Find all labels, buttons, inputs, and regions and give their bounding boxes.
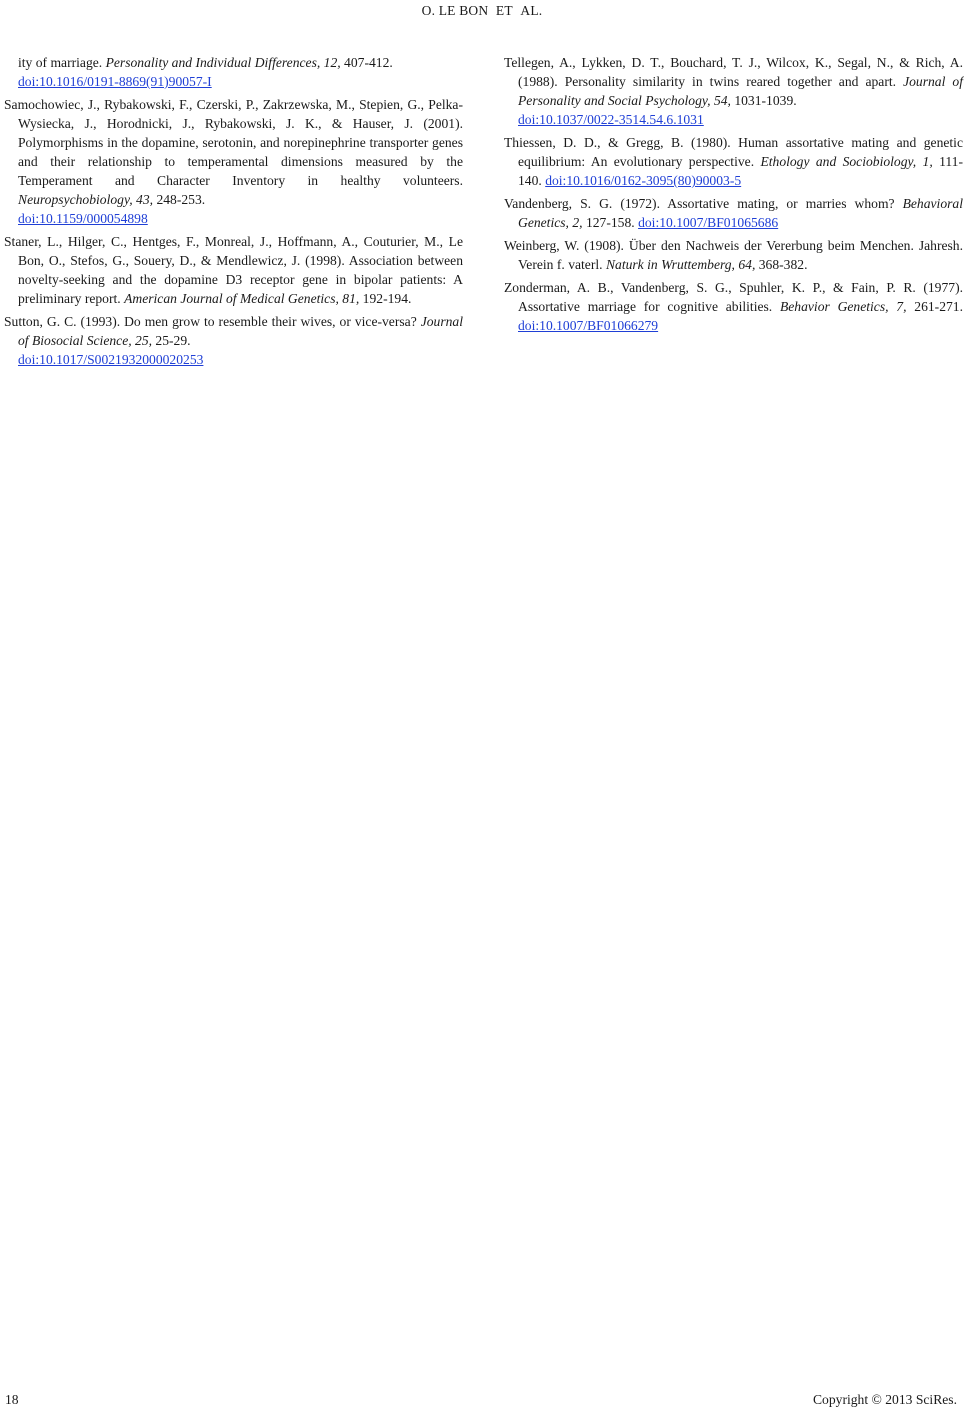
reference-text: Staner, L., Hilger, C., Hentges, F., Monreal, J., Hoffmann, A., Couturier, M., Le Bon, O., Stefos, G., Souery, D., & Mendlewicz, J. (1998). Association between novelty-seeking and the dopamine D3 receptor gene in bipolar patients: A preliminary report. (4, 234, 463, 306)
reference-pages: 248-253. (153, 192, 206, 207)
running-head-et: ET (495, 3, 513, 18)
reference-entry (504, 133, 963, 190)
reference-journal: Journal of Biosocial Science, 25, (18, 314, 463, 348)
reference-pages: 192-194. (359, 291, 412, 306)
reference-entry (504, 194, 963, 232)
reference-journal: Ethology and Sociobiology, 1, (760, 154, 933, 169)
doi-link[interactable]: doi:10.1016/0191-8869(91)90057-I (18, 74, 212, 89)
reference-entry (4, 95, 463, 228)
reference-pages: 261-271. (906, 299, 963, 314)
reference-text: Sutton, G. C. (1993). Do men grow to resemble their wives, or vice-versa? (4, 314, 421, 329)
reference-text: Thiessen, D. D., & Gregg, B. (1980). Human assortative mating and genetic equilibrium: An evolutionary perspective. (504, 135, 963, 169)
reference-text: Zonderman, A. B., Vandenberg, S. G., Spuhler, K. P., & Fain, P. R. (1977). Assortative marriage for cognitive abilities. (504, 280, 963, 314)
reference-text: Tellegen, A., Lykken, D. T., Bouchard, T. J., Wilcox, K., Segal, N., & Rich, A. (1988). Personality similarity in twins reared together and apart. (504, 55, 963, 89)
reference-entry (504, 236, 963, 274)
running-head (0, 3, 964, 19)
doi-link[interactable]: doi:10.1017/S0021932000020253 (18, 352, 204, 367)
reference-entry (504, 53, 963, 129)
references-right-column (504, 53, 963, 339)
reference-entry (4, 312, 463, 369)
reference-journal: Behavioral Genetics, 2, (518, 196, 963, 230)
doi-link[interactable]: doi:10.1159/000054898 (18, 211, 148, 226)
reference-journal: Neuropsychobiology, 43, (18, 192, 154, 207)
references-left-column (4, 53, 463, 373)
doi-link[interactable]: doi:10.1016/0162-3095(80)90003-5 (545, 173, 742, 188)
reference-entry (504, 278, 963, 335)
reference-pages: 407-412. (340, 55, 393, 70)
reference-journal: Journal of Personality and Social Psychology, 54, (518, 74, 963, 108)
reference-journal: Naturk in Wruttemberg, 64, (605, 257, 756, 272)
reference-pages: 127-158. (582, 215, 639, 230)
reference-pages: 25-29. (152, 333, 191, 348)
reference-entry (4, 232, 463, 308)
running-head-al: AL. (520, 3, 543, 18)
reference-text: Samochowiec, J., Rybakowski, F., Czerski, P., Zakrzewska, M., Stepien, G., Pelka-Wysiecka, J., Horodnicki, J., Rybakowski, J. K., & Hauser, J. (2001). Polymorphisms in the dopamine, serotonin, and norepinephrine transporter genes and their relationship to temperamental dimensions measured by the Temperament and Character Inventory in healthy volunteers. (4, 97, 463, 188)
reference-text: Weinberg, W. (1908). Über den Nachweis der Vererbung beim Menchen. Jahresh. Verein f. vaterl. (504, 238, 963, 272)
reference-journal: American Journal of Medical Genetics, 81, (124, 291, 360, 306)
reference-entry (4, 53, 463, 91)
doi-link[interactable]: doi:10.1007/BF01066279 (518, 318, 659, 333)
reference-text: ity of marriage. (18, 55, 106, 70)
reference-text: Vandenberg, S. G. (1972). Assortative mating, or marries whom? (504, 196, 903, 211)
running-head-author: O. LE BON (421, 3, 489, 18)
page-number: 18 (5, 1392, 19, 1407)
reference-pages: 368-382. (755, 257, 808, 272)
reference-journal: Personality and Individual Differences, 12, (105, 55, 341, 70)
copyright-notice: Copyright © 2013 SciRes. (812, 1392, 957, 1407)
doi-link[interactable]: doi:10.1007/BF01065686 (638, 215, 779, 230)
reference-pages: 1031-1039. (730, 93, 797, 108)
doi-link[interactable]: doi:10.1037/0022-3514.54.6.1031 (518, 112, 704, 127)
reference-journal: Behavior Genetics, 7, (779, 299, 907, 314)
reference-pages: 111-140. (518, 154, 963, 188)
